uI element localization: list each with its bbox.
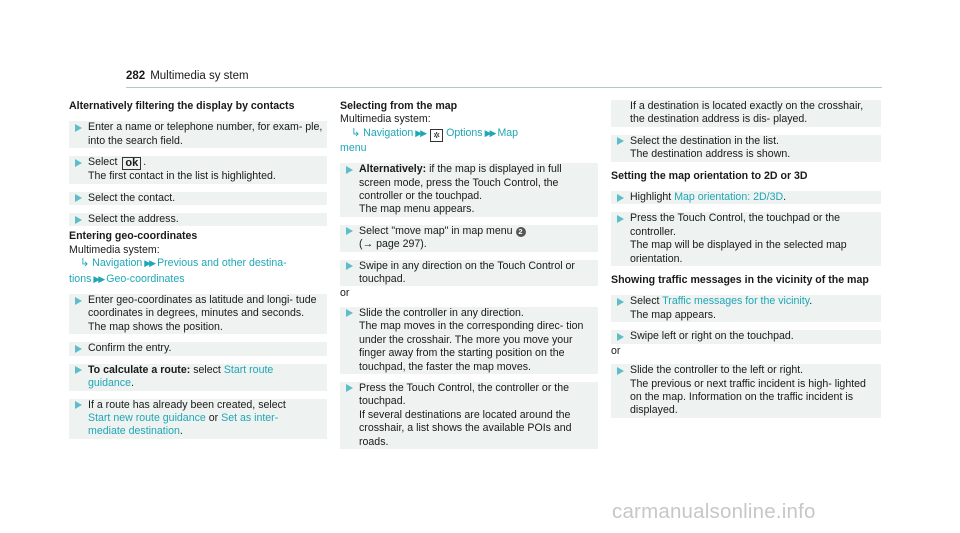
path-previous-destinations: Previous and other destina-: [157, 257, 287, 270]
step-alternatively: Alternatively: if the map is displayed in full screen mode, press the Touch Control, the controller or the touchpad. The map menu appears.: [340, 163, 598, 217]
column-3: [611, 100, 881, 426]
watermark-text: carmanualsonline.info: [612, 500, 816, 523]
menu-path-map: [340, 127, 598, 142]
step-enter-geo: Enter geo-coordinates as latitude and longi‐ tude coordinates in degrees, minutes and seconds. The map shows the position.: [69, 294, 327, 334]
heading-map-orientation: Setting the map orientation to 2D or 3D: [611, 169, 808, 182]
section-title: Multimedia sy stem: [150, 70, 249, 82]
link-traffic-messages: Traffic messages for the vicinity: [662, 295, 810, 308]
step-enter-name: Enter a name or telephone number, for exam‐ ple, into the search field.: [69, 121, 327, 148]
step-swipe: Swipe in any direction on the Touch Control or touchpad.: [340, 260, 598, 287]
step-move-map: Select "move map" in map menu 2 (→ page 297).: [340, 225, 598, 252]
step-confirm: Confirm the entry.: [69, 342, 327, 355]
callout-number: 2: [516, 227, 526, 237]
step-slide-controller: Slide the controller in any direction. The map moves in the corresponding direc‐ tion under the crosshair. The more you move your finger away from the starting position on the touchpad, the faster the map moves.: [340, 307, 598, 374]
heading-filter-contacts: Alternatively filtering the display by contacts: [69, 100, 295, 112]
step-swipe-touchpad: Swipe left or right on the touchpad.: [611, 330, 881, 343]
step-calculate-route: To calculate a route: select Start route guidance.: [69, 364, 327, 391]
link-set-intermediate: Set as inter-: [221, 411, 279, 424]
link-map-orientation: Map orientation: 2D/3D: [674, 191, 784, 204]
path-navigation: Navigation: [92, 257, 143, 270]
chevron-double-icon: ▶▶: [93, 273, 104, 284]
return-arrow-icon: ↳: [351, 126, 361, 139]
or-text: or: [611, 344, 621, 357]
column-1: [69, 100, 327, 447]
page-number: 282: [126, 70, 146, 82]
heading-geo-coordinates: Entering geo-coordinates: [69, 230, 198, 243]
path-menu: menu: [340, 141, 367, 154]
ok-icon: ok: [122, 157, 141, 170]
step-select-address: Select the address.: [69, 213, 327, 226]
options-icon: ✲: [430, 129, 443, 142]
multimedia-system-label: Multimedia system:: [69, 243, 160, 256]
path-map: Map: [497, 126, 519, 139]
chevron-double-icon: ▶▶: [144, 258, 155, 269]
heading-select-from-map: Selecting from the map: [340, 100, 458, 112]
menu-path-geo: [69, 257, 327, 270]
column-2: [340, 100, 598, 457]
chevron-double-icon: ▶▶: [484, 127, 495, 138]
page-header: [126, 70, 249, 83]
link-start-route: Start route: [223, 363, 274, 376]
heading-traffic-messages: Showing traffic messages in the vicinity of the map: [611, 274, 869, 287]
return-arrow-icon: ↳: [80, 257, 90, 270]
menu-path-geo-cont: tions ▶▶ Geo-coordinates: [69, 272, 185, 285]
path-geo-coordinates: Geo-coordinates: [106, 272, 185, 285]
step-select-destination: Select the destination in the list. The destination address is shown.: [611, 135, 881, 162]
or-text: or: [340, 287, 350, 300]
chevron-double-icon: ▶▶: [415, 127, 426, 138]
multimedia-system-label: Multimedia system:: [340, 113, 431, 126]
step-select-traffic: Select Traffic messages for the vicinity. The map appears.: [611, 295, 881, 322]
step-select-contact: Select the contact.: [69, 192, 327, 205]
path-options: Options: [446, 126, 483, 139]
step-select-ok: Select ok . The first contact in the list is highlighted.: [69, 156, 327, 183]
step-press-touch-control: Press the Touch Control, the controller or the touchpad. If several destinations are located around the crosshair, a list shows the available POIs and roads.: [340, 382, 598, 449]
step-highlight-orientation: Highlight Map orientation: 2D/3D.: [611, 191, 881, 204]
step-route-created: If a route has already been created, select Start new route guidance or Set as inter- mediate destination.: [69, 399, 327, 439]
link-start-new-route: Start new route guidance: [88, 411, 206, 424]
header-divider: [126, 87, 882, 88]
step-press-orientation: Press the Touch Control, the touchpad or the controller. The map will be displayed in the selected map orientation.: [611, 212, 881, 266]
continued-note: If a destination is located exactly on the crosshair, the destination address is dis‐ played.: [611, 100, 881, 127]
path-navigation: Navigation: [363, 126, 414, 139]
step-slide-left-right: Slide the controller to the left or right. The previous or next traffic incident is high‐ lighted on the map. Information on the traffic incident is displayed.: [611, 364, 881, 418]
